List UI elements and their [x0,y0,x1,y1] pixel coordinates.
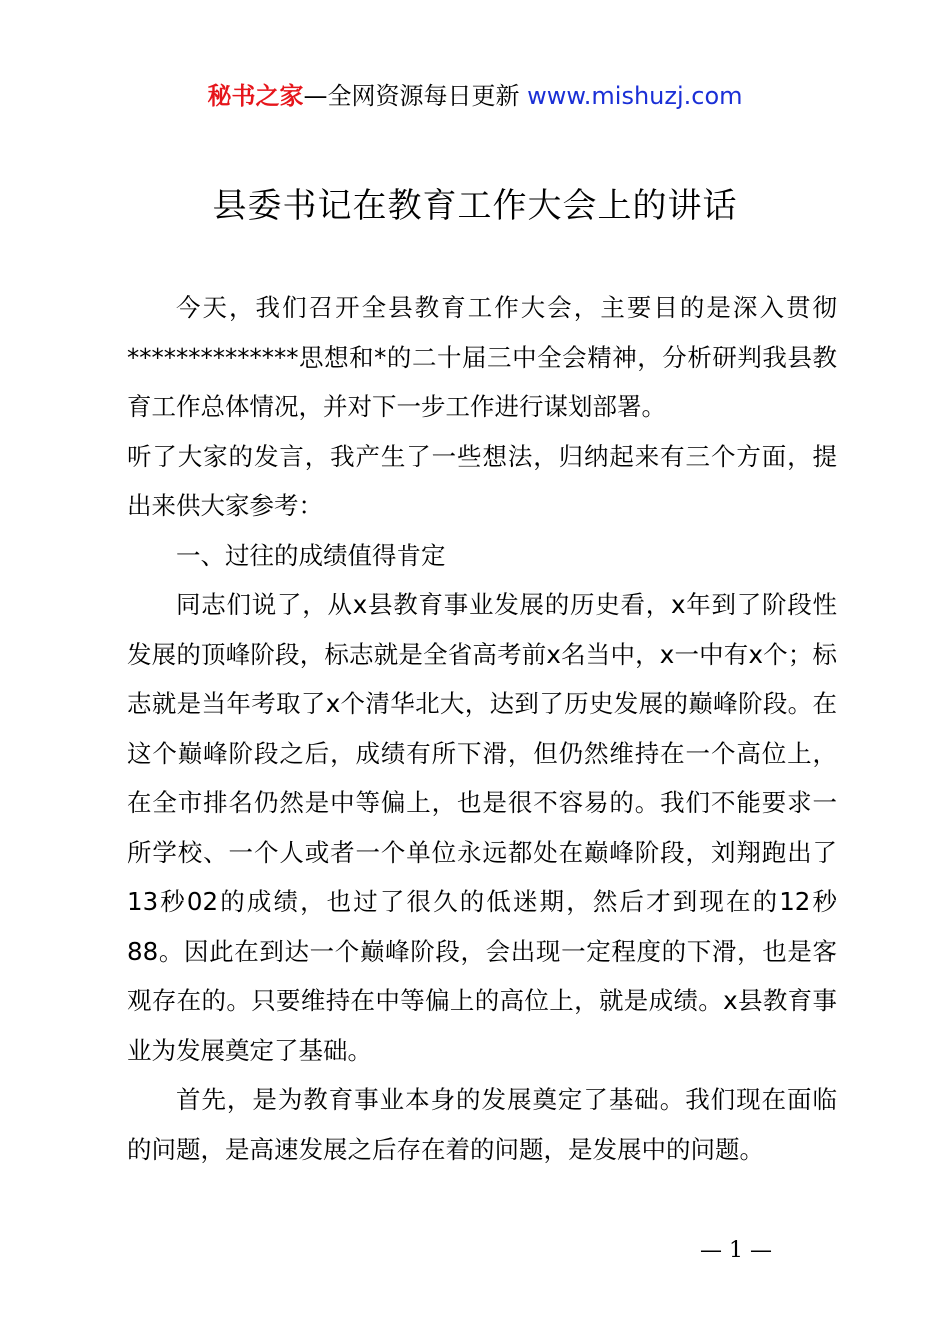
site-url[interactable]: www.mishuzj.com [527,82,743,110]
paragraph-intro: 今天，我们召开全县教育工作大会，主要目的是深入贯彻**************思想和*的二十届三中全会精神，分析研判我县教育工作总体情况，并对下一步工作进行谋划部署。 [127,293,837,421]
paragraph-foundation: 首先，是为教育事业本身的发展奠定了基础。我们现在面临的问题，是高速发展之后存在着的问题，是发展中的问题。 [127,1085,837,1164]
page-number: — 1 — [700,1238,772,1263]
brand-name: 秘书之家 [207,82,304,110]
paragraph-remarks: 听了大家的发言，我产生了一些想法，归纳起来有三个方面，提出来供大家参考： [127,441,837,520]
document-title: 县委书记在教育工作大会上的讲话 [212,186,738,226]
document-body [127,283,837,1174]
section-heading-1: 一、过往的成绩值得肯定 [176,540,446,570]
paragraph-achievements: 同志们说了，从x县教育事业发展的历史看，x年到了阶段性发展的顶峰阶段，标志就是全省高考前x名当中，x一中有x个；标志就是当年考取了x个清华北大，达到了历史发展的巅峰阶段。在这个巅峰阶段之后，成绩有所下滑，但仍然维持在一个高位上，在全市排名仍然是中等偏上，也是很不容易的。我们不能要求一所学校、一个人或者一个单位永远都处在巅峰阶段，刘翔跑出了13秒02的成绩，也过了很久的低迷期，然后才到现在的12秒88。因此在到达一个巅峰阶段，会出现一定程度的下滑，也是客观存在的。只要维持在中等偏上的高位上，就是成绩。x县教育事业为发展奠定了基础。 [127,590,837,1065]
site-header [0,80,950,112]
header-tagline: —全网资源每日更新 [303,82,528,110]
